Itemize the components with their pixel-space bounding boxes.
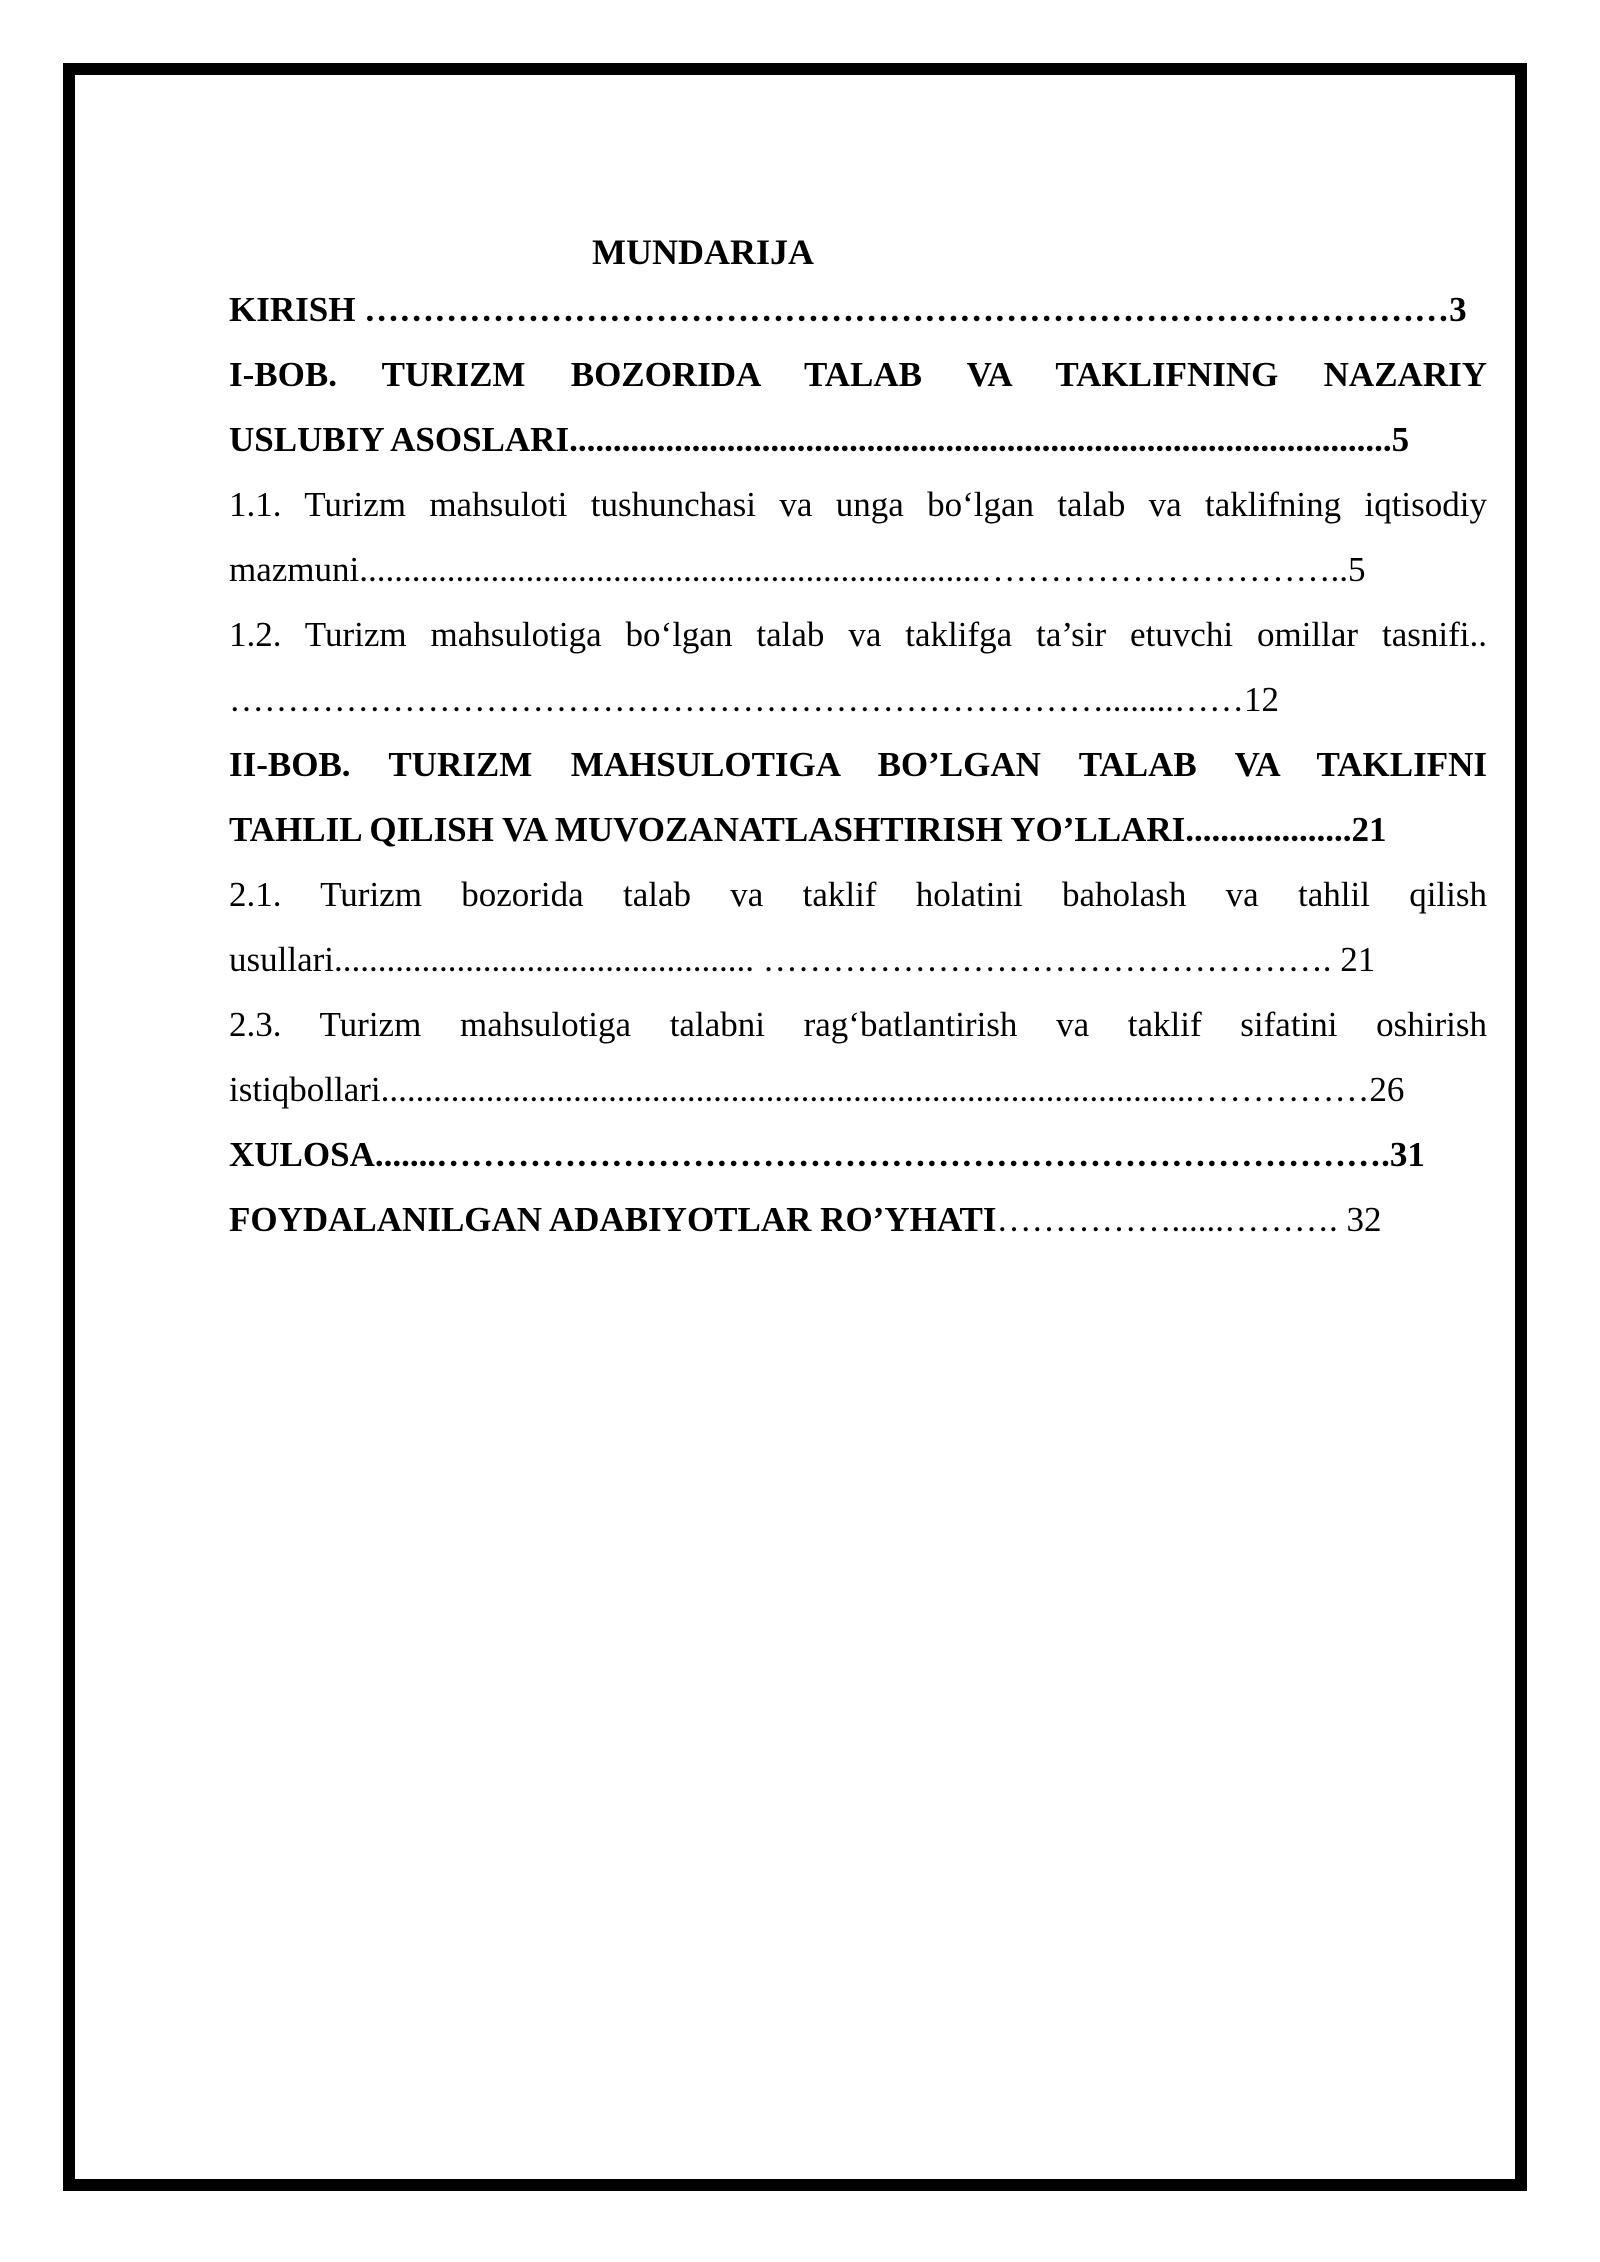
toc-entry-section-1-2[interactable]: 1.2. Turizm mahsulotiga bo‘lgan talab va taklifga ta’sir etuvchi omillar tasnifi.. [229,615,1487,654]
toc-entry-section-2-3[interactable]: 2.3. Turizm mahsulotiga talabni rag‘batlantirish va taklif sifatini oshirish [229,1005,1487,1044]
toc-entry-section-2-1[interactable]: 2.1. Turizm bozorida talab va taklif holatini baholash va tahlil qilish [229,875,1487,914]
table-of-contents [229,277,1487,1252]
toc-entry-bibliography[interactable] [229,1187,1487,1252]
toc-entry-xulosa[interactable]: XULOSA.......……………………………………………………………………….31 [229,1135,1425,1174]
toc-title: MUNDARIJA [592,232,814,272]
toc-entry-section-1-1-cont[interactable]: mazmuni.......................................................................…………………………..5 [229,550,1366,589]
toc-entry-kirish[interactable]: KIRISH …………………………………………………………………………………3 [229,290,1467,329]
toc-entry-chapter-1-title-cont[interactable]: USLUBIY ASOSLARI..............................................................................................5 [229,420,1410,459]
toc-entry-section-1-2-cont[interactable]: …………………………………………………………………........……12 [229,680,1279,719]
bibliography-page-ref: ……………......………. 32 [996,1200,1382,1239]
toc-entry-chapter-2-title-cont[interactable]: TAHLIL QILISH VA MUVOZANATLASHTIRISH YO’LLARI...................21 [229,810,1387,849]
toc-entry-section-1-1[interactable]: 1.1. Turizm mahsuloti tushunchasi va unga bo‘lgan talab va taklifning iqtisodiy [229,485,1487,524]
toc-entry-chapter-1-title[interactable]: I-BOB. TURIZM BOZORIDA TALAB VA TAKLIFNING NAZARIY [229,355,1487,394]
bibliography-label: FOYDALANILGAN ADABIYOTLAR RO’YHATI [229,1200,997,1239]
toc-entry-section-2-1-cont[interactable]: usullari................................................ …………………………………………. 21 [229,940,1376,979]
toc-entry-section-2-3-cont[interactable]: istiqbollari.............................................................................................……………26 [229,1070,1405,1109]
toc-entry-chapter-2-title[interactable]: II-BOB. TURIZM MAHSULOTIGA BO’LGAN TALAB VA TAKLIFNI [229,745,1487,784]
